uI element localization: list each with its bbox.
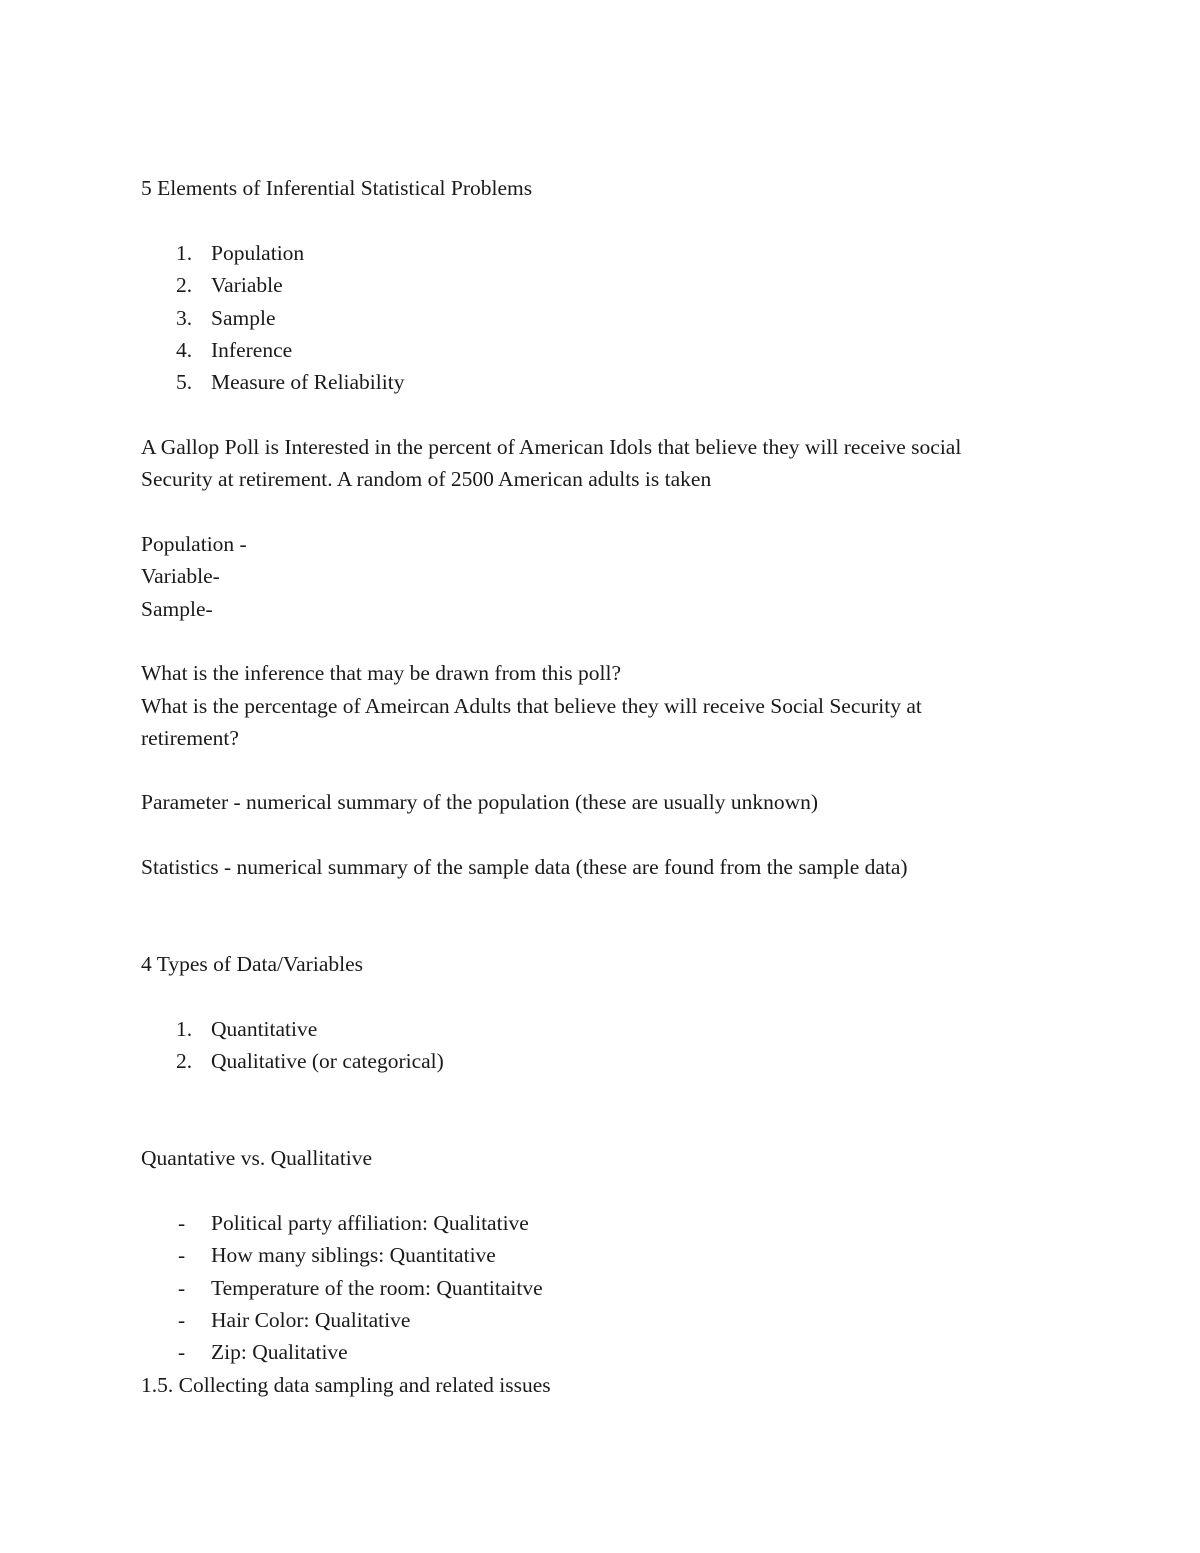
list-item-text: Measure of Reliability xyxy=(211,370,405,394)
list-item-text: Zip: Qualitative xyxy=(211,1340,348,1364)
heading-types: 4 Types of Data/Variables xyxy=(141,952,363,976)
list-marker: 1. xyxy=(176,241,193,265)
dash-marker: - xyxy=(178,1211,186,1235)
list-item-text: Variable xyxy=(211,273,283,297)
list-marker: 2. xyxy=(176,273,193,297)
list-marker: 2. xyxy=(176,1049,193,1073)
list-marker: 1. xyxy=(176,1017,193,1041)
section-heading: 1.5. Collecting data sampling and related issues xyxy=(141,1373,551,1397)
field-variable: Variable- xyxy=(141,564,220,588)
heading-vs: Quantative vs. Quallitative xyxy=(141,1146,373,1170)
dash-marker: - xyxy=(178,1276,186,1300)
list-item-text: Political party affiliation: Qualitative xyxy=(211,1211,529,1235)
list-item-text: Quantitative xyxy=(211,1017,318,1041)
definition-statistics: Statistics - numerical summary of the sample data (these are found from the sample data) xyxy=(141,855,908,879)
list-item-text: Qualitative (or categorical) xyxy=(211,1049,444,1073)
list-item-text: Inference xyxy=(211,338,293,362)
list-marker: 5. xyxy=(176,370,193,394)
question-inference: What is the inference that may be drawn from this poll? xyxy=(141,661,622,685)
list-item-text: Population xyxy=(211,241,305,265)
definition-parameter: Parameter - numerical summary of the population (these are usually unknown) xyxy=(141,790,819,814)
dash-marker: - xyxy=(178,1308,186,1332)
list-marker: 3. xyxy=(176,306,193,330)
poll-paragraph-line2: Security at retirement. A random of 2500 American adults is taken xyxy=(141,467,712,491)
poll-paragraph-line1: A Gallop Poll is Interested in the percent of American Idols that believe they will receive social xyxy=(141,435,962,459)
field-population: Population - xyxy=(141,532,247,556)
dash-marker: - xyxy=(178,1340,186,1364)
dash-marker: - xyxy=(178,1243,186,1267)
field-sample: Sample- xyxy=(141,597,213,621)
list-item-text: Sample xyxy=(211,306,276,330)
list-marker: 4. xyxy=(176,338,193,362)
question-percentage-line1: What is the percentage of Ameircan Adults that believe they will receive Social Security at xyxy=(141,694,922,718)
heading-elements: 5 Elements of Inferential Statistical Problems xyxy=(141,176,533,200)
list-item-text: Temperature of the room: Quantitaitve xyxy=(211,1276,543,1300)
question-percentage-line2: retirement? xyxy=(141,726,239,750)
list-item-text: How many siblings: Quantitative xyxy=(211,1243,496,1267)
list-item-text: Hair Color: Qualitative xyxy=(211,1308,411,1332)
